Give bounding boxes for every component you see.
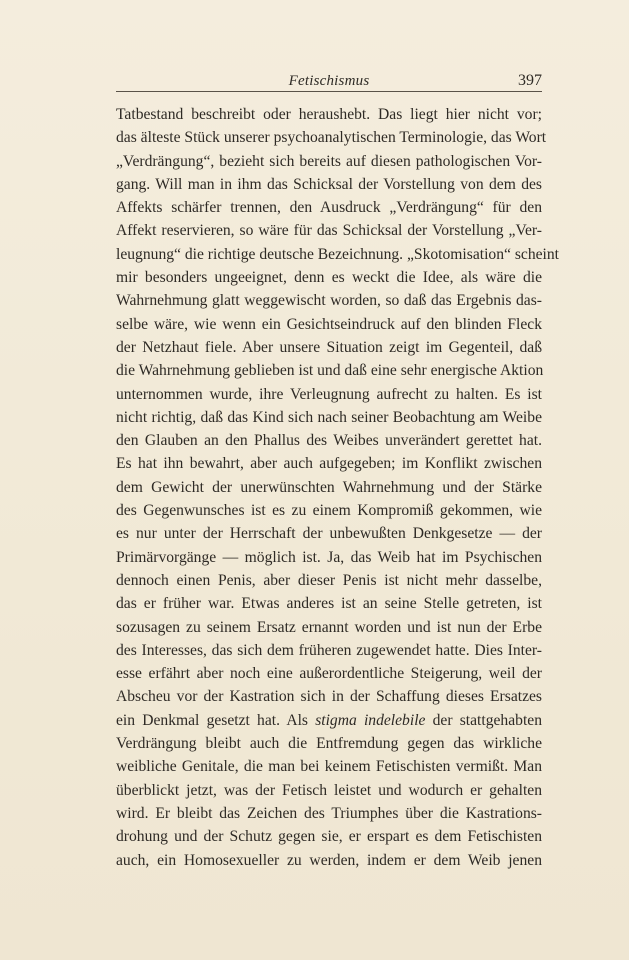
text-line: dem Gewicht der unerwünschten Wahrnehmung und der Stärke (116, 478, 542, 496)
text-line: des Interesses, das sich dem früheren zugewendet hatte. Dies Inter- (116, 641, 542, 659)
text-line: Affekt reservieren, so wäre für das Schicksal der Vorstellung „Ver- (116, 222, 542, 240)
text-segment: ein Denkmal gesetzt hat. Als (116, 711, 316, 729)
text-line: esse erfährt aber noch eine außerordentliche Steigerung, weil der (116, 665, 542, 683)
text-line: das älteste Stück unserer psychoanalytischen Terminologie, das Wort (116, 129, 547, 147)
page-number: 397 (518, 72, 542, 89)
text-line: die Wahrnehmung geblieben ist und daß eine sehr energische Aktion (116, 362, 544, 380)
page-header (116, 71, 542, 92)
text-line: nicht richtig, daß das Kind sich nach seiner Beobachtung am Weibe (116, 408, 542, 426)
text-line: Wahrnehmung glatt weggewischt worden, so daß das Ergebnis das- (116, 292, 542, 310)
running-title: Fetischismus (288, 73, 370, 89)
text-line: überblickt jetzt, was der Fetisch leistet und wodurch er gehalten (116, 781, 542, 799)
text-line: gang. Will man in ihm das Schicksal der Vorstellung von dem des (116, 175, 542, 193)
text-line: Tatbestand beschreibt oder heraushebt. Das liegt hier nicht vor; (116, 106, 542, 123)
text-line: mir besonders ungeeignet, denn es weckt die Idee, als wäre die (116, 269, 542, 287)
text-line: selbe wäre, wie wenn ein Gesichtseindruck auf den blinden Fleck (116, 315, 542, 333)
text-line: leugnung“ die richtige deutsche Bezeichnung. „Skotomisation“ scheint (116, 245, 559, 263)
italic-phrase: stigma indelebile (315, 711, 426, 729)
text-line: auch, ein Homosexueller zu werden, indem er dem Weib jenen (116, 851, 542, 869)
text-line: Abscheu vor der Kastration sich in der Schaffung dieses Ersatzes (116, 688, 542, 706)
text-line: des Gegenwunsches ist es zu einem Kompromiß gekommen, wie (116, 502, 542, 520)
text-line: dennoch einen Penis, aber dieser Penis ist nicht mehr dasselbe, (116, 571, 542, 589)
text-line: Primärvorgänge — möglich ist. Ja, das Weib hat im Psychischen (116, 548, 542, 566)
text-line: „Verdrängung“, bezieht sich bereits auf diesen pathologischen Vor- (116, 152, 542, 170)
text-line: das er früher war. Etwas anderes ist an seine Stelle getreten, ist (116, 595, 542, 613)
text-line: es nur unter der Herrschaft der unbewußten Denkgesetze — der (116, 525, 542, 543)
text-line: der Netzhaut fiele. Aber unsere Situation zeigt im Gegenteil, daß (116, 338, 542, 356)
text-segment: der stattgehabten (425, 711, 543, 729)
text-line: drohung und der Schutz gegen sie, er erspart es dem Fetischisten (116, 828, 542, 846)
text-line: unternommen wurde, ihre Verleugnung aufrecht zu halten. Es ist (116, 385, 542, 403)
text-line: den Glauben an den Phallus des Weibes unverändert gerettet hat. (116, 432, 542, 450)
text-line-with-italic (116, 709, 542, 732)
body-text (116, 103, 559, 872)
text-line: Es hat ihn bewahrt, aber auch aufgegeben; im Konflikt zwischen (116, 455, 542, 473)
text-line: wird. Er bleibt das Zeichen des Triumphes über die Kastrations- (116, 804, 542, 822)
text-line: Affekts schärfer trennen, den Ausdruck „Verdrängung“ für den (116, 199, 542, 217)
text-line: weibliche Genitale, die man bei keinem Fetischisten vermißt. Man (116, 758, 542, 776)
text-line: Verdrängung bleibt auch die Entfremdung gegen das wirkliche (116, 735, 542, 753)
text-line: sozusagen zu seinem Ersatz ernannt worden und ist nun der Erbe (116, 618, 542, 636)
